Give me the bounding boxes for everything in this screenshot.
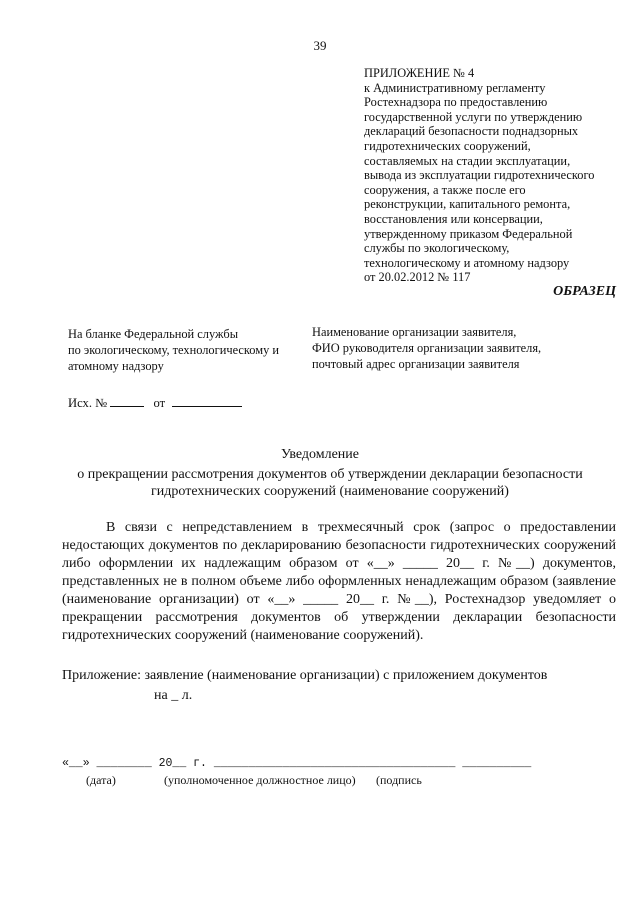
attachment-line: на _ л. (154, 688, 193, 703)
letterhead-right-line: ФИО руководителя организации заявителя, (312, 341, 542, 355)
appendix-line: утвержденному приказом Федеральной (364, 226, 573, 241)
appendix-line: к Административному регламенту (364, 80, 546, 95)
notice-body-paragraph: В связи с непредставлением в трехмесячный срок (запрос о предоставлении недостающих документов по декларированию безопасности гидротехнических сооружений либо оформлении их надлежащим образом от «__» _____ 20__ г. №__) документов, представленных не в полном объеме либо оформленных ненадлежащим образом (заявление (наименование организации) от «__» _____ 20__ г. №__), Ростехнадзор уведомляет о прекращении рассмотрения документов об утверждении декларации безопасности гидротехнических сооружений (наименование сооружений). (62, 520, 616, 643)
signature-sign-label: (подпись (376, 773, 422, 787)
appendix-line: Ростехнадзора по предоставлению (364, 95, 548, 110)
letterhead-right (312, 324, 612, 372)
notice-body (62, 519, 616, 645)
letterhead-right-line: Наименование организации заявителя, (312, 325, 517, 339)
outgoing-number-label: Исх. № (68, 396, 108, 410)
attachment-line: Приложение: заявление (наименование организации) с приложением документов (62, 668, 548, 683)
letterhead-left (68, 326, 308, 374)
appendix-line: государственной услуги по утверждению (364, 109, 583, 124)
page-number: 39 (313, 38, 327, 53)
appendix-line: деклараций безопасности поднадзорных (364, 124, 579, 139)
signature-official-label: (уполномоченное должностное лицо) (164, 773, 356, 787)
appendix-line: ПРИЛОЖЕНИЕ № 4 (364, 66, 475, 80)
outgoing-number-blank (110, 396, 144, 407)
letterhead-left-line: атомному надзору (68, 359, 164, 373)
appendix-line: службы по экологическому, (364, 241, 510, 256)
signature-row: «__» ________ 20__ г. ___________________________________ __________ (62, 757, 532, 770)
appendix-header (364, 66, 634, 285)
outgoing-reference (68, 396, 242, 411)
outgoing-date-label: от (153, 396, 166, 410)
letterhead-right-line: почтовый адрес организации заявителя (312, 357, 520, 371)
appendix-line: реконструкции, капитального ремонта, (364, 197, 571, 212)
notice-title: Уведомление (280, 447, 359, 462)
signature-date-label: (дата) (86, 773, 116, 787)
appendix-line: сооружения, а также после его (364, 182, 526, 197)
notice-subtitle: о прекращении рассмотрения документов об утверждении декларации безопасности гидротехнических сооружений (наименование сооружений) (77, 467, 583, 499)
attachment-block (62, 666, 616, 706)
appendix-line: гидротехнических сооружений, (364, 138, 531, 153)
outgoing-date-blank (172, 396, 242, 407)
sample-mark: ОБРАЗЕЦ (553, 284, 616, 299)
appendix-line: восстановления или консервации, (364, 211, 543, 226)
appendix-line: от 20.02.2012 № 117 (364, 270, 471, 285)
appendix-line: составляемых на стадии эксплуатации, (364, 153, 571, 168)
appendix-line: вывода из эксплуатации гидротехнического (364, 168, 595, 183)
appendix-line: технологическому и атомному надзору (364, 255, 570, 270)
letterhead-left-line: На бланке Федеральной службы (68, 327, 239, 341)
letterhead-left-line: по экологическому, технологическому и (68, 343, 279, 357)
